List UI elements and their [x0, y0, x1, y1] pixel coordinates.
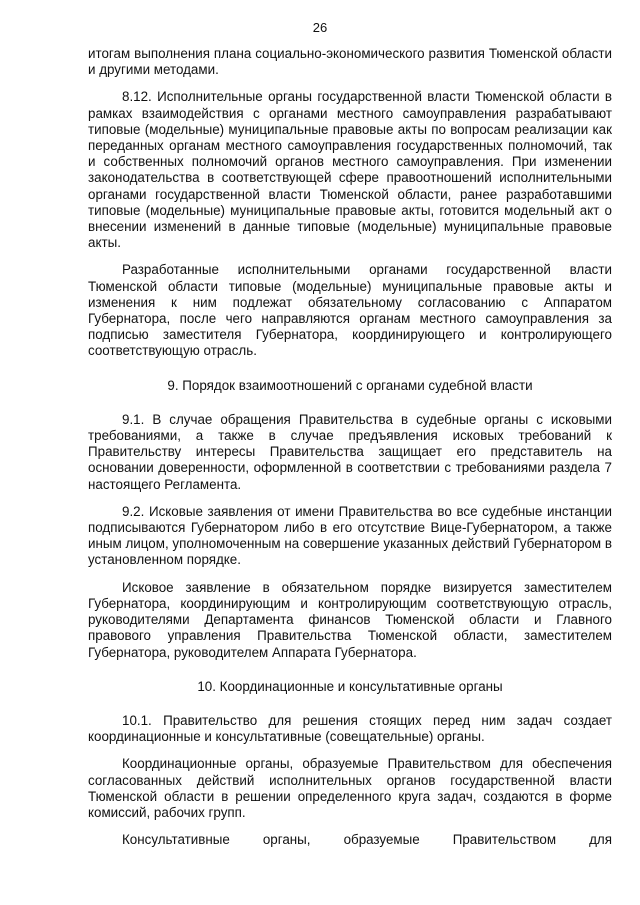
- paragraph-9-1: 9.1. В случае обращения Правительства в судебные органы с исковыми требованиями, а также в случае предъявления исковых требований к Правительству интересы Правительства защищает его представитель на основании доверенности, оформленной в соответствии с требованиями раздела 7 настоящего Регламента.: [88, 411, 612, 492]
- paragraph-continuation: итогам выполнения плана социально-экономического развития Тюменской области и другими методами.: [88, 46, 612, 78]
- page-number: 26: [312, 20, 328, 35]
- paragraph-consultative-bodies: Консультативные органы, образуемые Правительством для: [122, 832, 612, 848]
- section-heading-10: 10. Координационные и консультативные органы: [197, 678, 503, 694]
- paragraph-model-acts-approval: Разработанные исполнительными органами государственной власти Тюменской области типовые (модельные) муниципальные правовые акты и изменения к ним подлежат обязательному согласованию с Аппаратом Губернатора, после чего направляются органам местного самоуправления за подписью заместителя Губернатора, координирующего и контролирующего соответствующую отрасль.: [88, 262, 612, 359]
- paragraph-10-1: 10.1. Правительство для решения стоящих перед ним задач создает координационные и консультативные (совещательные) органы.: [88, 712, 612, 745]
- paragraph-9-2: 9.2. Исковые заявления от имени Правительства во все судебные инстанции подписываются Губернатором либо в его отсутствие Вице-Губернатором, а также иным лицом, уполномоченным на совершение указанных действий Губернатором в установленном порядке.: [88, 503, 612, 568]
- paragraph-claim-endorsement: Исковое заявление в обязательном порядке визируется заместителем Губернатора, координирующим и контролирующим соответствующую отрасль, руководителями Департамента финансов Тюменской области и Главного правового управления Правительства Тюменской области, заместителем Губернатора, руководителем Аппарата Губернатора.: [88, 579, 612, 660]
- paragraph-coordination-bodies: Координационные органы, образуемые Правительством для обеспечения согласованных действий исполнительных органов государственной власти Тюменской области в решении определенного круга задач, создаются в форме комиссий, рабочих групп.: [88, 756, 612, 820]
- document-body: [88, 46, 612, 848]
- paragraph-8-12: 8.12. Исполнительные органы государственной власти Тюменской области в рамках взаимодействия с органами местного самоуправления разрабатывают типовые (модельные) муниципальные правовые акты по вопросам реализации как переданных органам местного самоуправления государственных полномочий, так и собственных полномочий органов местного самоуправления. При изменении законодательства в соответствующей сфере правоотношений исполнительными органами государственной власти Тюменской области, ранее разработавшими типовые (модельные) муниципальные правовые акты, готовится модельный акт о внесении изменений в данные типовые (модельные) муниципальные правовые акты.: [88, 89, 612, 251]
- section-heading-9: 9. Порядок взаимоотношений с органами судебной власти: [167, 377, 533, 393]
